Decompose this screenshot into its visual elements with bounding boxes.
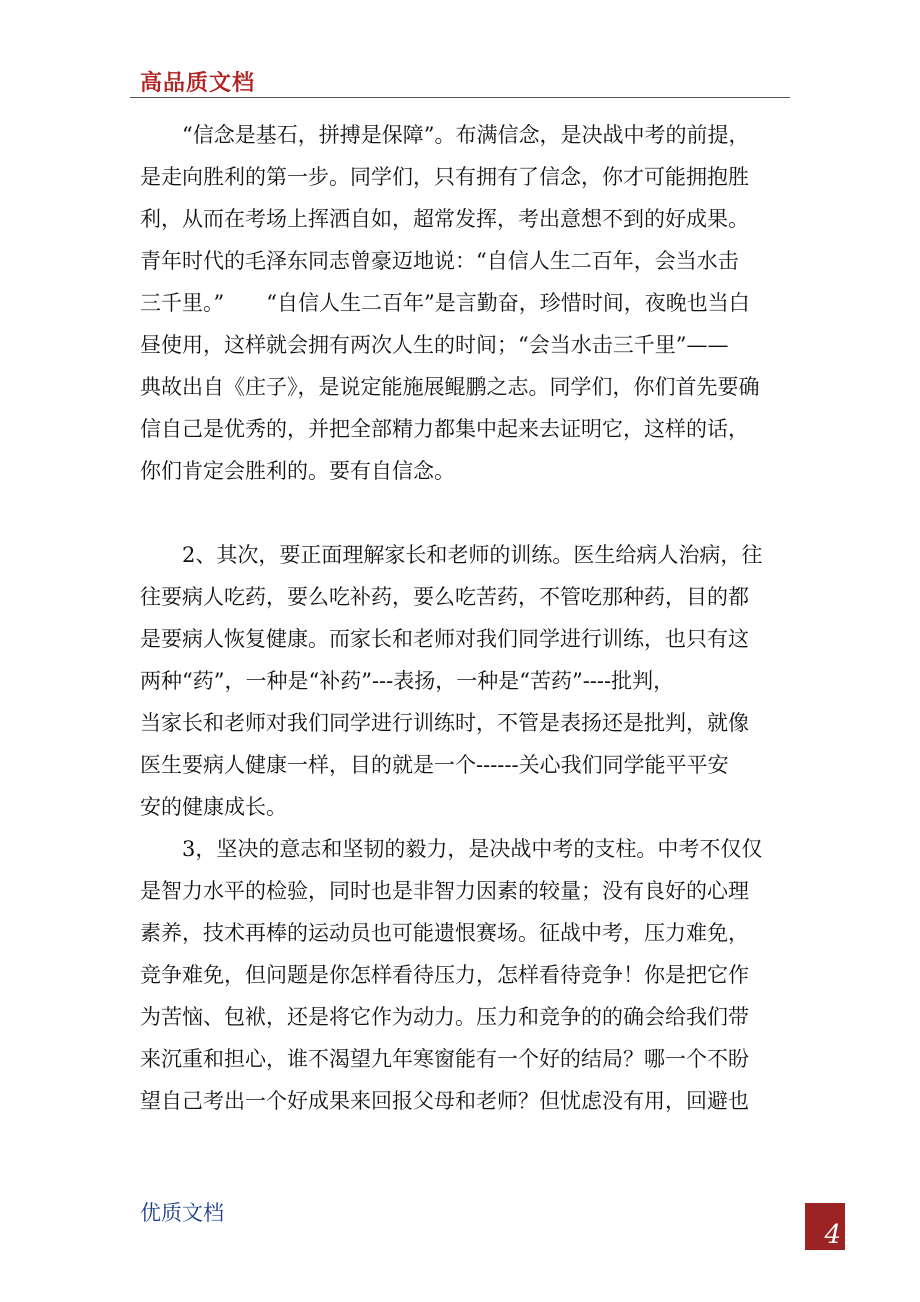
text-line: 你们肯定会胜利的。要有自信念。: [140, 459, 455, 483]
text-line: 3，坚决的意志和坚韧的毅力，是决战中考的支柱。中考不仅仅: [182, 837, 763, 861]
text-line: “信念是基石，拼搏是保障”。布满信念，是决战中考的前提，: [182, 123, 750, 147]
document-footer-title: 优质文档: [140, 1201, 224, 1225]
text-line: 为苦恼、包袱，还是将它作为动力。压力和竞争的的确会给我们带: [140, 1005, 749, 1029]
text-line: 是要病人恢复健康。而家长和老师对我们同学进行训练，也只有这: [140, 627, 749, 651]
text-line: 是走向胜利的第一步。同学们，只有拥有了信念，你才可能拥抱胜: [140, 165, 749, 189]
text-line: 信自己是优秀的，并把全部精力都集中起来去证明它，这样的话，: [140, 417, 749, 441]
paragraph-willpower: [140, 828, 785, 1122]
text-line: 望自己考出一个好成果来回报父母和老师？但忧虑没有用，回避也: [140, 1089, 749, 1113]
document-body: [140, 114, 785, 1122]
paragraph-belief: [140, 114, 785, 492]
text-line: 三千里。” “自信人生二百年”是言勤奋，珍惜时间，夜晚也当白: [140, 291, 750, 315]
document-header-title: 高品质文档: [140, 71, 256, 96]
text-line: 医生要病人健康一样，目的就是一个------关心我们同学能平平安: [140, 753, 729, 777]
text-line: 竞争难免，但问题是你怎样看待压力，怎样看待竞争！你是把它作: [140, 963, 749, 987]
paragraph-spacer: [140, 492, 785, 534]
text-line: 安的健康成长。: [140, 795, 287, 819]
text-line: 来沉重和担心，谁不渴望九年寒窗能有一个好的结局？哪一个不盼: [140, 1047, 749, 1071]
text-line: 昼使用，这样就会拥有两次人生的时间；“会当水击三千里”——: [140, 333, 729, 357]
header-divider: [130, 97, 790, 98]
text-line: 青年时代的毛泽东同志曾豪迈地说：“自信人生二百年，会当水击: [140, 249, 739, 273]
page-number-badge: [805, 1203, 845, 1250]
text-line: 是智力水平的检验，同时也是非智力因素的较量；没有良好的心理: [140, 879, 749, 903]
text-line: 当家长和老师对我们同学进行训练时，不管是表扬还是批判，就像: [140, 711, 749, 735]
text-line: 往要病人吃药，要么吃补药，要么吃苦药，不管吃那种药，目的都: [140, 585, 749, 609]
page-number: 4: [824, 1220, 841, 1250]
paragraph-parents-teachers: [140, 534, 785, 828]
text-line: 素养，技术再棒的运动员也可能遗恨赛场。征战中考，压力难免，: [140, 921, 749, 945]
text-line: 2、其次，要正面理解家长和老师的训练。医生给病人治病，往: [182, 543, 763, 567]
text-line: 利，从而在考场上挥洒自如，超常发挥，考出意想不到的好成果。: [140, 207, 749, 231]
text-line: 两种“药”，一种是“补药”---表扬，一种是“苦药”----批判，: [140, 669, 675, 693]
text-line: 典故出自《庄子》，是说定能施展鲲鹏之志。同学们，你们首先要确: [140, 375, 760, 399]
